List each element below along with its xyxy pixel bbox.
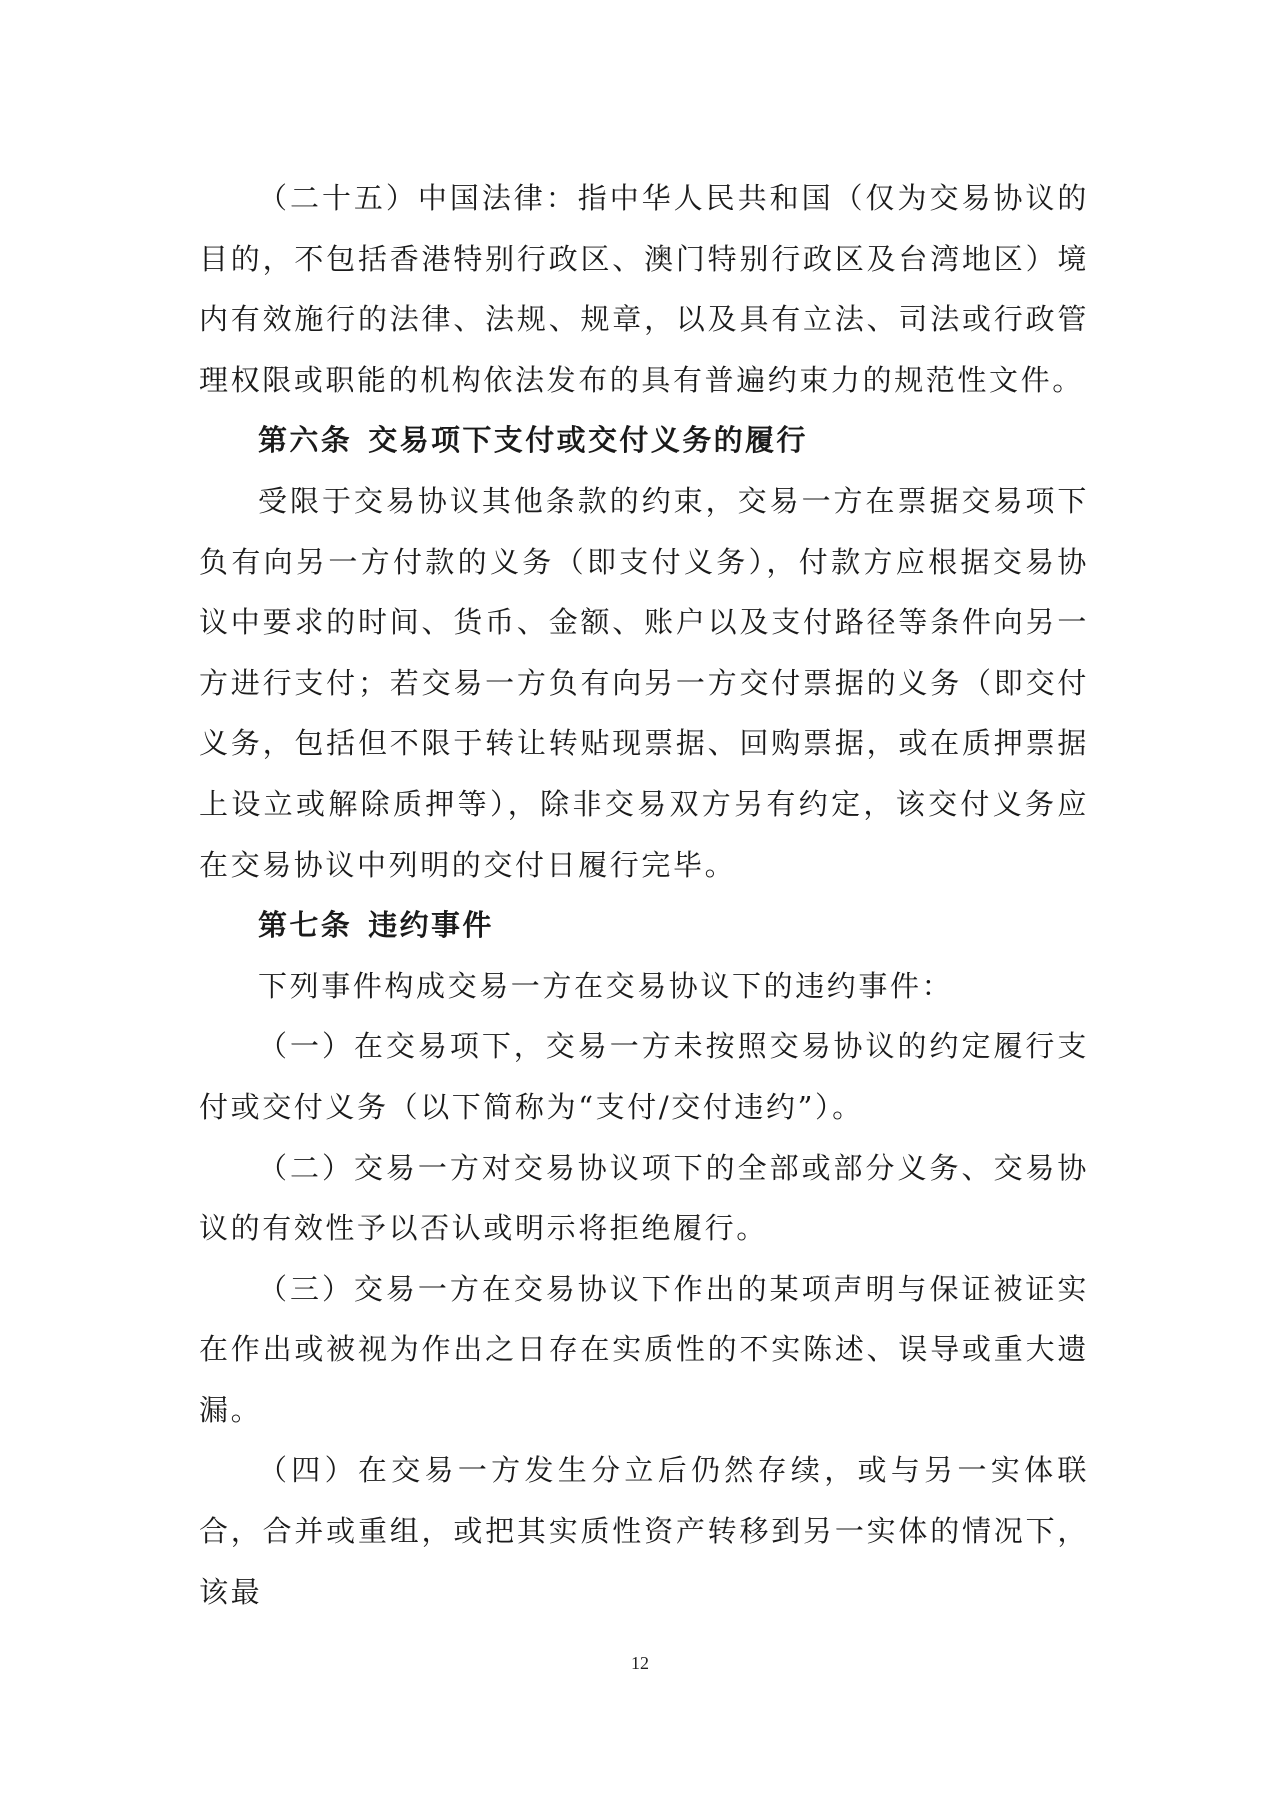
article-6-title: 交易项下支付或交付义务的履行 xyxy=(368,423,808,458)
article-7-item-2: （二）交易一方对交易协议项下的全部或部分义务、交易协议的有效性予以否认或明示将拒绝履行。 xyxy=(199,1150,1089,1246)
page-number: 12 xyxy=(631,1653,649,1673)
article-7-title: 违约事件 xyxy=(368,908,494,943)
article-7-number: 第七条 xyxy=(258,908,353,943)
article-7-heading xyxy=(199,895,1089,956)
article-7-intro: 下列事件构成交易一方在交易协议下的违约事件： xyxy=(258,968,954,1003)
article-7-item-1: （一）在交易项下，交易一方未按照交易协议的约定履行支付或交付义务（以下简称为“支付/交付违约”）。 xyxy=(199,1029,1089,1124)
document-body xyxy=(199,168,1089,1622)
article-6-body: 受限于交易协议其他条款的约束，交易一方在票据交易项下负有向另一方付款的义务（即支付义务），付款方应根据交易协议中要求的时间、货币、金额、账户以及支付路径等条件向另一方进行支付；若交易一方负有向另一方交付票据的义务（即交付义务，包括但不限于转让转贴现票据、回购票据，或在质押票据上设立或解除质押等），除非交易双方另有约定，该交付义务应在交易协议中列明的交付日履行完毕。 xyxy=(199,483,1089,882)
article-7-item-3: （三）交易一方在交易协议下作出的某项声明与保证被证实在作出或被视为作出之日存在实质性的不实陈述、误导或重大遗漏。 xyxy=(199,1271,1089,1427)
definition-paragraph-25: （二十五）中国法律：指中华人民共和国（仅为交易协议的目的，不包括香港特别行政区、澳门特别行政区及台湾地区）境内有效施行的法律、法规、规章，以及具有立法、司法或行政管理权限或职能的机构依法发布的具有普遍约束力的规范性文件。 xyxy=(199,181,1089,397)
article-6-heading xyxy=(199,410,1089,471)
article-6-number: 第六条 xyxy=(258,423,353,458)
article-7-item-4: （四）在交易一方发生分立后仍然存续，或与另一实体联合，合并或重组，或把其实质性资产转移到另一实体的情况下，该最 xyxy=(199,1453,1089,1609)
